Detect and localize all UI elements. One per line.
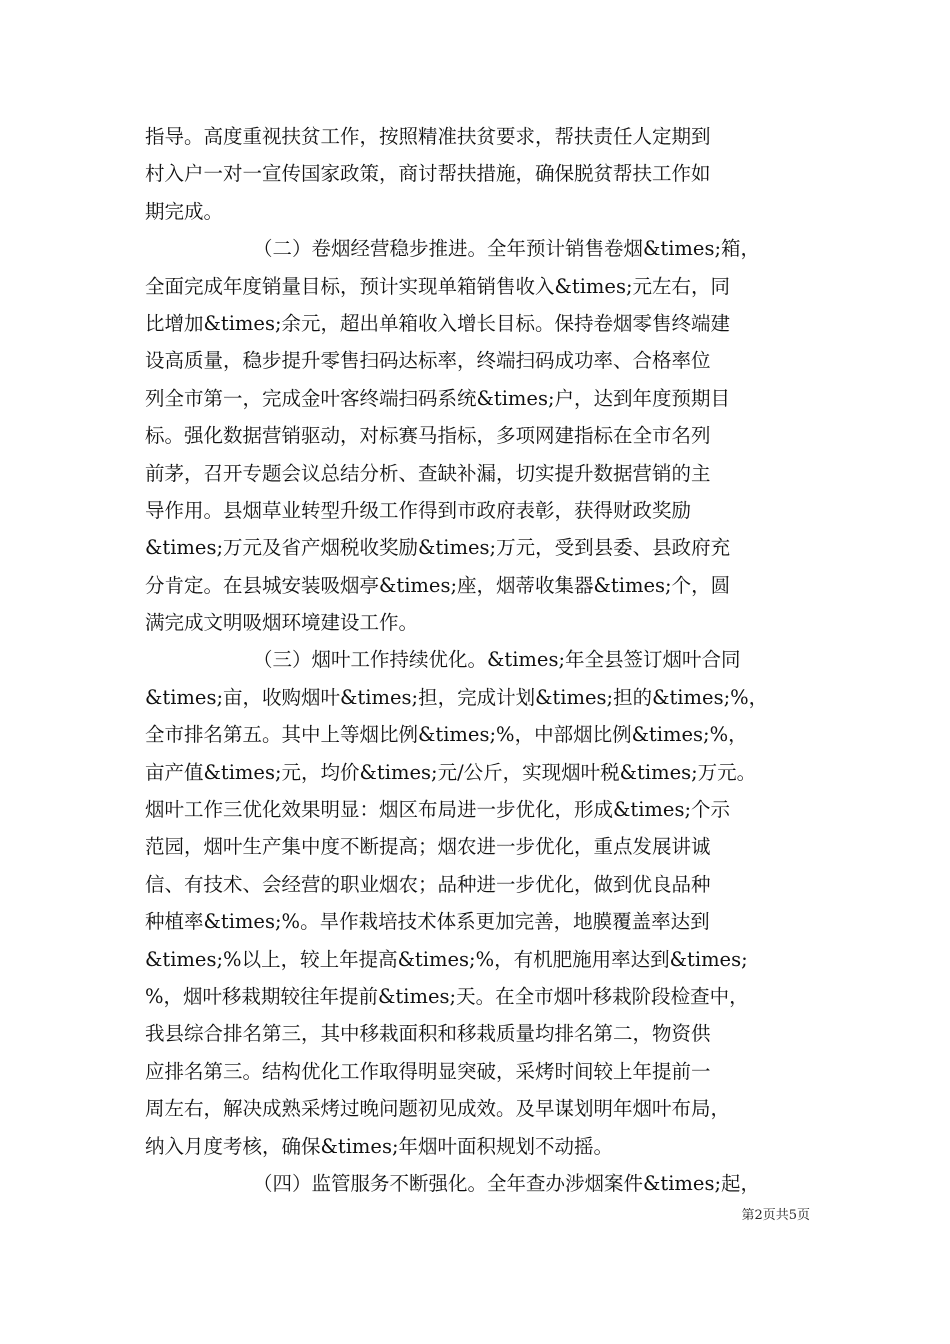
text-line: 前茅，召开专题会议总结分析、查缺补漏，切实提升数据营销的主	[145, 461, 711, 485]
text-line: %，烟叶移栽期较往年提前&times;天。在全市烟叶移栽阶段检查中，	[145, 984, 749, 1008]
section-heading-line: （四）监管服务不断强化。全年查办涉烟案件&times;起，	[253, 1171, 761, 1195]
text-line: 村入户一对一宣传国家政策，商讨帮扶措施，确保脱贫帮扶工作如	[145, 162, 711, 186]
text-line: 设高质量，稳步提升零售扫码达标率，终端扫码成功率、合格率位	[145, 349, 711, 373]
text-line: 种植率&times;%。旱作栽培技术体系更加完善，地膜覆盖率达到	[145, 910, 710, 934]
body-text	[145, 118, 815, 1202]
section-heading-line: （三）烟叶工作持续优化。&times;年全县签订烟叶合同	[253, 648, 741, 672]
text-line: 分肯定。在县城安装吸烟亭&times;座，烟蒂收集器&times;个，圆	[145, 573, 731, 597]
text-line: 周左右，解决成熟采烤过晚问题初见成效。及早谋划明年烟叶布局，	[145, 1097, 731, 1121]
text-line: 全面完成年度销量目标，预计实现单箱销售收入&times;元左右，同	[145, 274, 731, 298]
text-line: 指导。高度重视扶贫工作，按照精准扶贫要求，帮扶责任人定期到	[145, 125, 711, 148]
text-line: 我县综合排名第三，其中移栽面积和移栽质量均排名第二，物资供	[145, 1022, 711, 1046]
page-number: 第2页共5页	[741, 1208, 810, 1223]
text-line: 烟叶工作三优化效果明显：烟区布局进一步优化，形成&times;个示	[145, 798, 731, 822]
text-line: 纳入月度考核，确保&times;年烟叶面积规划不动摇。	[145, 1134, 614, 1158]
text-line: 比增加&times;余元，超出单箱收入增长目标。保持卷烟零售终端建	[145, 311, 731, 335]
text-line: &times;%以上，较上年提高&times;%，有机肥施用率达到&times;	[145, 947, 748, 971]
text-line: 期完成。	[145, 199, 224, 223]
text-line: &times;万元及省产烟税收奖励&times;万元，受到县委、县政府充	[145, 536, 731, 560]
text-line: 标。强化数据营销驱动，对标赛马指标，多项网建指标在全市名列	[145, 424, 711, 448]
text-line: &times;亩，收购烟叶&times;担，完成计划&times;担的&times;%，	[145, 685, 769, 709]
text-line: 全市排名第五。其中上等烟比例&times;%，中部烟比例&times;%，	[145, 723, 748, 747]
text-line: 亩产值&times;元，均价&times;元/公斤，实现烟叶税&times;万元。	[145, 760, 757, 784]
text-line: 应排名第三。结构优化工作取得明显突破，采烤时间较上年提前一	[145, 1059, 711, 1083]
text-line: 满完成文明吸烟环境建设工作。	[145, 611, 419, 635]
text-line: 范园，烟叶生产集中度不断提高；烟农进一步优化，重点发展讲诚	[145, 835, 711, 859]
text-line: 导作用。县烟草业转型升级工作得到市政府表彰，获得财政奖励	[145, 498, 692, 522]
section-heading-line: （二）卷烟经营稳步推进。全年预计销售卷烟&times;箱，	[253, 237, 761, 261]
text-line: 信、有技术、会经营的职业烟农；品种进一步优化，做到优良品种	[145, 872, 711, 896]
text-line: 列全市第一，完成金叶客终端扫码系统&times;户，达到年度预期目	[145, 386, 731, 410]
